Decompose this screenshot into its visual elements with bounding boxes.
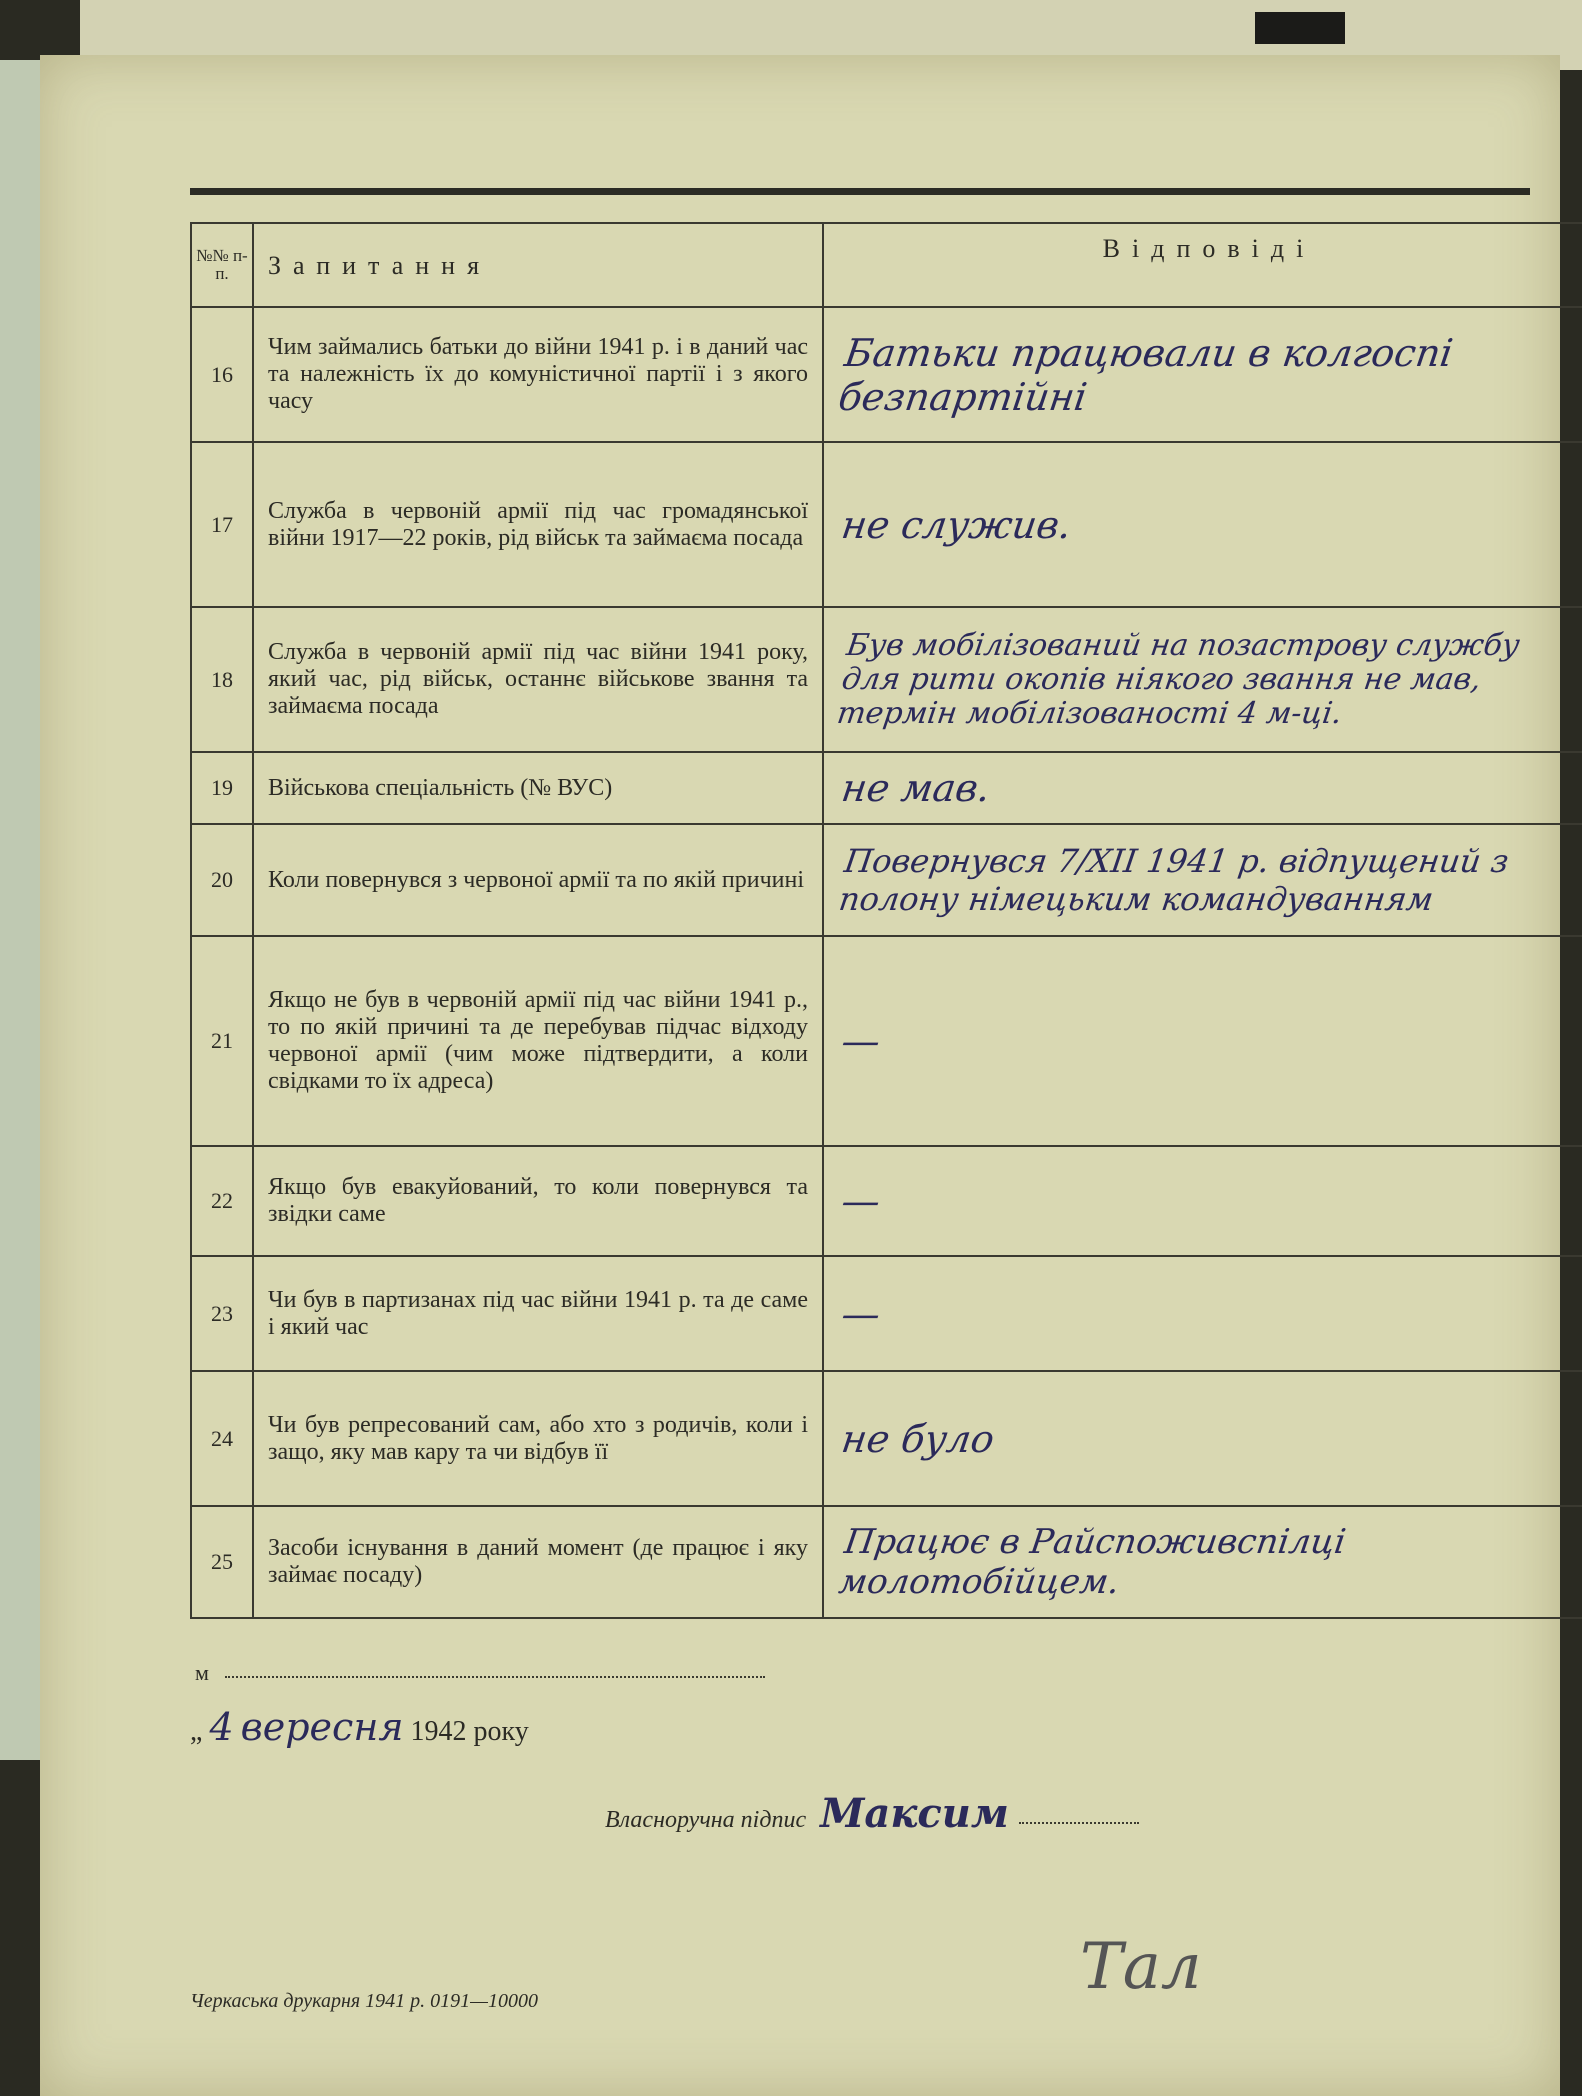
- answer-text: Був мобілізований на позастрову службу для рити окопів ніякого звання не мав, термін мобілізованості 4 м-ці.: [834, 627, 1522, 731]
- date-prefix: „: [190, 1716, 203, 1747]
- date-suffix: року: [473, 1716, 529, 1747]
- table-row: [191, 1506, 1582, 1618]
- signature-dotted-line: [1019, 1822, 1139, 1824]
- row-number: 19: [191, 752, 253, 824]
- answer-text: не мав.: [838, 766, 994, 810]
- date-day: 4: [209, 1705, 234, 1749]
- row-number: 23: [191, 1256, 253, 1371]
- table-row: [191, 752, 1582, 824]
- row-number: 24: [191, 1371, 253, 1506]
- answer-column-header: Відповіді: [823, 223, 1582, 307]
- date-year: 1942: [410, 1716, 467, 1747]
- row-number: 16: [191, 307, 253, 442]
- question-text: Служба в червоній армії під час війни 1941 року, який час, рід військ, останнє військове звання та займаєма посада: [253, 607, 823, 752]
- table-row: [191, 442, 1582, 607]
- num-column-header: №№ п-п.: [191, 223, 253, 307]
- table-row: [191, 1256, 1582, 1371]
- printer-imprint: Черкаська друкарня 1941 р. 0191—10000: [190, 1990, 538, 2012]
- signature-label: Власноручна підпис: [605, 1807, 807, 1833]
- header-rule: [190, 188, 1530, 195]
- question-text: Служба в червоній армії під час громадянської війни 1917—22 років, рід військ та займаєма посада: [253, 442, 823, 607]
- table-row: [191, 936, 1582, 1146]
- answer-text: Батьки працювали в колгоспі безпартійні: [835, 330, 1456, 419]
- row-number: 22: [191, 1146, 253, 1256]
- row-number: 17: [191, 442, 253, 607]
- row-number: 18: [191, 607, 253, 752]
- answer-text: не служив.: [838, 502, 1075, 547]
- row-number: 20: [191, 824, 253, 936]
- question-text: Чим займались батьки до війни 1941 р. і в даний час та належність їх до комуністичної партії і з якого часу: [253, 307, 823, 442]
- answer-text: Повернувся 7/XII 1941 р. відпущений з полону німецьким командуванням: [836, 842, 1512, 918]
- answer-text: Працює в Райспоживспілці молотобійцем.: [836, 1522, 1349, 1602]
- question-text: Коли повернувся з червоної армії та по якій причині: [253, 824, 823, 936]
- m-dotted-line: [225, 1676, 765, 1678]
- table-row: [191, 607, 1582, 752]
- question-text: Чи був репресований сам, або хто з родичів, коли і защо, яку мав кару та чи відбув її: [253, 1371, 823, 1506]
- date-month: вересня: [240, 1705, 404, 1749]
- handwritten-initials: Тал: [1080, 1930, 1202, 2004]
- table-row: [191, 1146, 1582, 1256]
- signature-row: [605, 1790, 1305, 1850]
- answer-text: не було: [838, 1416, 998, 1461]
- question-text: Чи був в партизанах під час війни 1941 р. та де саме і який час: [253, 1256, 823, 1371]
- question-text: Якщо не був в червоній армії під час війни 1941 р., то по якій причині та де перебував підчас відходу червоної армії (чим може підтвердити, а коли свідками то їх адреса): [253, 936, 823, 1146]
- question-text: Військова спеціальність (№ ВУС): [253, 752, 823, 824]
- table-header-row: [191, 223, 1582, 307]
- question-text: Якщо був евакуйований, то коли повернувся та звідки саме: [253, 1146, 823, 1256]
- question-column-header: Запитання: [253, 223, 823, 307]
- m-label: м: [195, 1660, 209, 1685]
- answer-text: —: [838, 1179, 884, 1223]
- question-text: Засоби існування в даний момент (де працює і яку займає посаду): [253, 1506, 823, 1618]
- table-row: [191, 1371, 1582, 1506]
- questionnaire-table: [190, 222, 1582, 1619]
- signature: Максим: [820, 1790, 1009, 1837]
- table-row: [191, 307, 1582, 442]
- table-row: [191, 824, 1582, 936]
- top-dark-mark: [1255, 12, 1345, 44]
- answer-text: —: [838, 1291, 884, 1336]
- answer-text: —: [838, 1019, 884, 1063]
- date-line: [190, 1705, 529, 1749]
- row-number: 25: [191, 1506, 253, 1618]
- row-number: 21: [191, 936, 253, 1146]
